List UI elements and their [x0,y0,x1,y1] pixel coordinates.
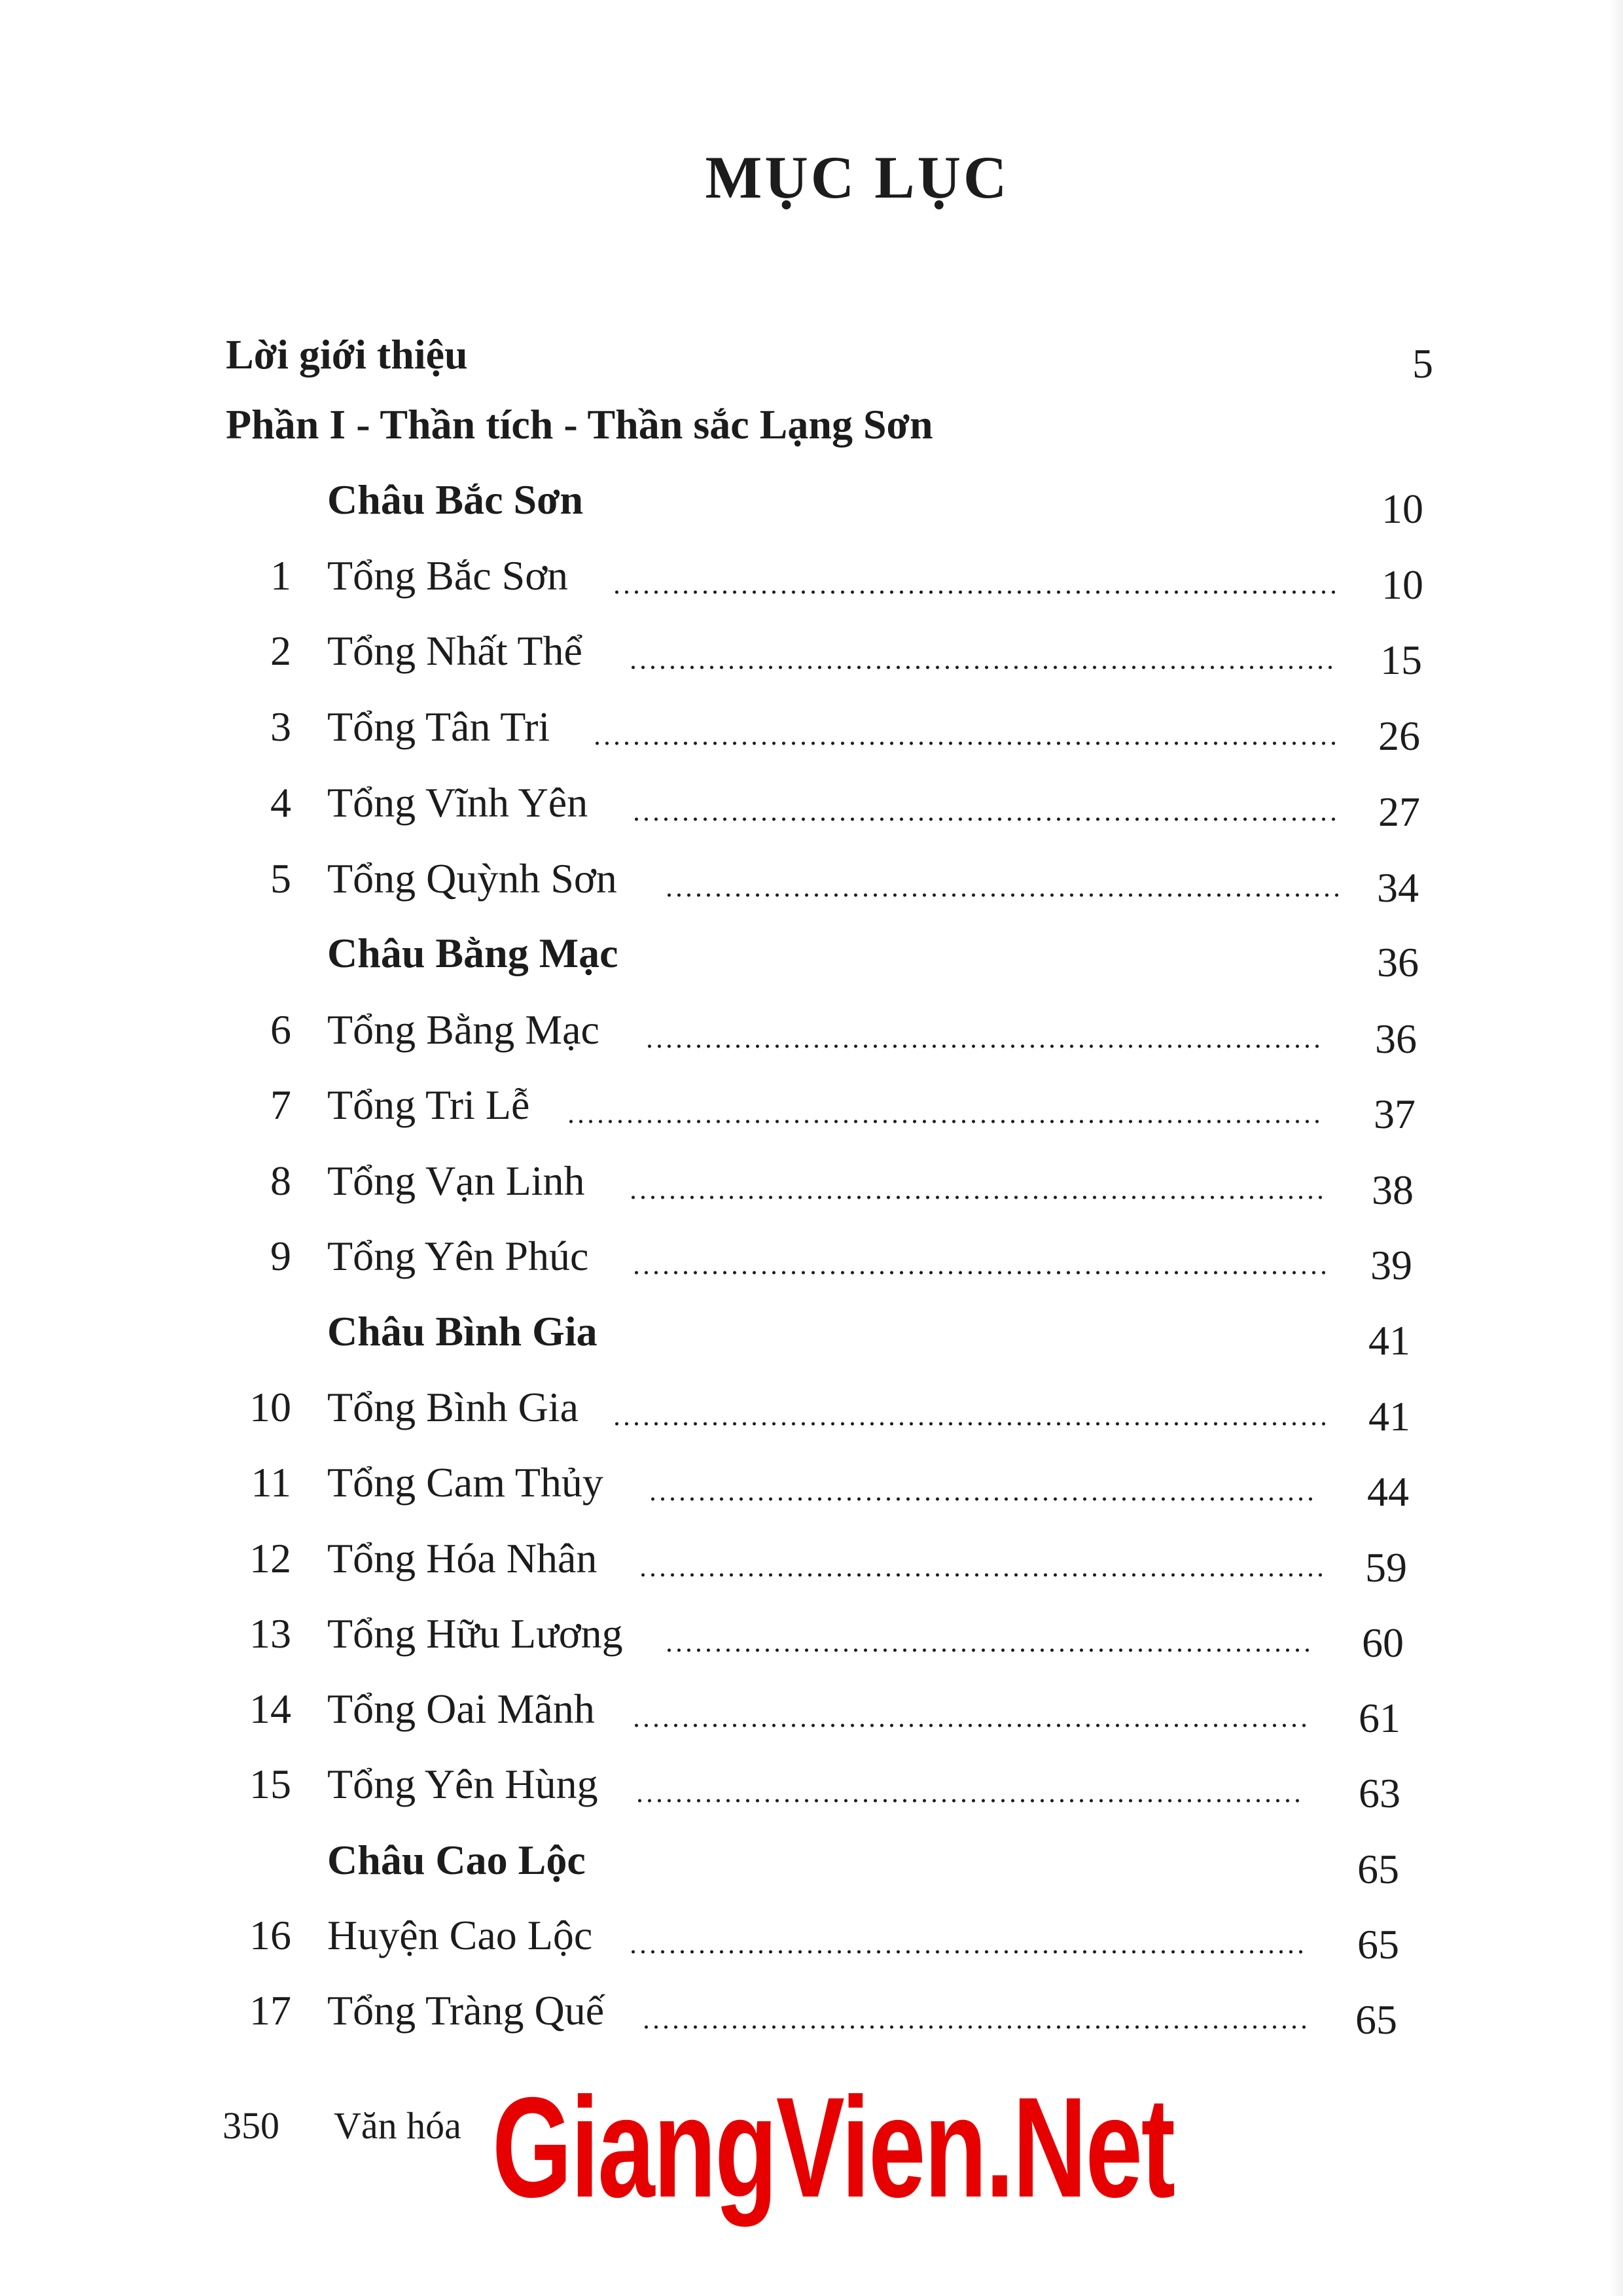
dot-leader [664,1648,1309,1653]
toc-entry-number: 7 [270,1082,291,1128]
toc-page-number: 41 [1368,1393,1410,1439]
toc-label: Tổng Oai Mãnh [327,1686,595,1732]
toc-entry-number: 16 [249,1912,291,1958]
toc-entry-number: 3 [270,703,291,750]
watermark-logo: GiangVien.Net [492,2068,1174,2227]
toc-entry[interactable] [0,1232,1623,1298]
toc-entry[interactable] [0,855,1623,920]
toc-intro[interactable] [0,330,1623,396]
dot-leader [592,741,1338,746]
dot-leader [641,2024,1306,2030]
toc-entry[interactable] [0,703,1623,768]
toc-page-number: 34 [1377,864,1419,911]
toc-page-number: 36 [1377,939,1419,985]
dot-leader [635,1798,1306,1803]
toc-label: Tổng Bình Gia [327,1384,579,1430]
toc-entry[interactable] [0,1383,1623,1449]
dot-leader [628,1949,1309,1954]
toc-page-number: 15 [1380,637,1422,683]
toc-entry-number: 9 [270,1233,291,1279]
footer-running-title: Văn hóa [334,2104,461,2147]
toc-page-number: 60 [1362,1619,1404,1666]
toc-entry-number: 13 [249,1610,291,1657]
toc-entry-number: 10 [249,1384,291,1430]
toc-label: Lời giới thiệu [226,331,468,378]
toc-label: Tổng Bằng Mạc [327,1006,599,1053]
toc-page-number: 10 [1382,561,1423,608]
toc-section[interactable] [0,1836,1623,1901]
toc-entry[interactable] [0,1534,1623,1600]
toc-entry-number: 17 [249,1987,291,2034]
toc-entry[interactable] [0,1911,1623,1977]
toc-label: Tổng Cam Thủy [327,1459,603,1506]
toc-entry[interactable] [0,1610,1623,1675]
toc-part-heading[interactable] [0,400,1623,466]
toc-entry-number: 5 [270,855,291,902]
dot-leader [645,1044,1325,1049]
dot-leader [632,817,1342,822]
toc-page-number: 38 [1372,1167,1414,1213]
dot-leader [632,1270,1332,1275]
toc-page-number: 63 [1359,1770,1400,1816]
dot-leader [612,590,1335,595]
dot-leader [648,1496,1319,1502]
toc-entry[interactable] [0,779,1623,844]
toc-entry[interactable] [0,1760,1623,1826]
toc-label: Tổng Yên Hùng [327,1761,598,1807]
toc-entry-number: 12 [249,1535,291,1581]
dot-leader [664,892,1338,898]
toc-entry[interactable] [0,1006,1623,1071]
toc-entry-number: 8 [270,1157,291,1204]
toc-label: Châu Bằng Mạc [327,930,618,976]
toc-section[interactable] [0,476,1623,541]
toc-entry-number: 6 [270,1006,291,1053]
toc-entry-number: 15 [249,1761,291,1807]
toc-label: Tổng Bắc Sơn [327,552,569,599]
toc-label: Tổng Tri Lễ [327,1082,530,1128]
toc-section[interactable] [0,1307,1623,1373]
toc-label: Huyện Cao Lộc [327,1912,593,1958]
toc-entry[interactable] [0,1685,1623,1750]
toc-label: Tổng Tân Tri [327,703,550,750]
toc-entry-number: 14 [249,1686,291,1732]
toc-label: Tổng Vĩnh Yên [327,779,588,826]
toc-entry-number: 11 [251,1459,291,1506]
toc-page-number: 65 [1355,1996,1397,2043]
toc-label: Phần I - Thần tích - Thần sắc Lạng Sơn [226,401,933,448]
toc-entry-number: 2 [270,627,291,674]
dot-leader [632,1723,1306,1728]
toc-label: Tổng Hóa Nhân [327,1535,597,1581]
toc-label: Tổng Vạn Linh [327,1157,585,1204]
toc-section[interactable] [0,929,1623,995]
toc-entry[interactable] [0,1458,1623,1524]
toc-page-number: 26 [1378,713,1420,759]
toc-page-number: 59 [1365,1544,1407,1591]
toc-page-number: 65 [1357,1921,1399,1968]
toc-label: Châu Bắc Sơn [327,476,584,523]
dot-leader [628,665,1338,670]
toc-label: Châu Bình Gia [327,1308,597,1354]
toc-page-number: 36 [1375,1016,1417,1062]
toc-label: Tổng Nhất Thể [327,627,582,674]
toc-page-number: 5 [1412,340,1433,387]
toc-entry[interactable] [0,552,1623,617]
toc-label: Châu Cao Lộc [327,1837,586,1883]
toc-label: Tổng Yên Phúc [327,1233,589,1279]
toc-entry[interactable] [0,1157,1623,1222]
toc-entry[interactable] [0,627,1623,692]
toc-label: Tổng Hữu Lương [327,1610,623,1657]
toc-entry-number: 4 [270,779,291,826]
dot-leader [638,1572,1322,1578]
dot-leader [628,1195,1329,1200]
toc-page-number: 10 [1382,486,1423,532]
toc-page-number: 39 [1370,1242,1412,1288]
toc-entry-number: 1 [270,552,291,599]
toc-page-number: 61 [1359,1695,1400,1741]
dot-leader [566,1119,1319,1124]
toc-entry[interactable] [0,1987,1623,2052]
toc-page-number: 41 [1368,1317,1410,1364]
toc-page-number: 44 [1367,1468,1409,1515]
page-title: MỤC LỤC [705,144,1010,211]
toc-entry[interactable] [0,1081,1623,1146]
footer-page-number: 350 [223,2104,279,2147]
toc-label: Tổng Quỳnh Sơn [327,855,617,902]
dot-leader [612,1421,1329,1426]
page-edge-shadow [1609,0,1623,2296]
toc-label: Tổng Tràng Quế [327,1987,605,2034]
toc-page-number: 27 [1378,788,1420,835]
toc-page-number: 37 [1374,1091,1416,1137]
toc-page-number: 65 [1357,1846,1399,1892]
